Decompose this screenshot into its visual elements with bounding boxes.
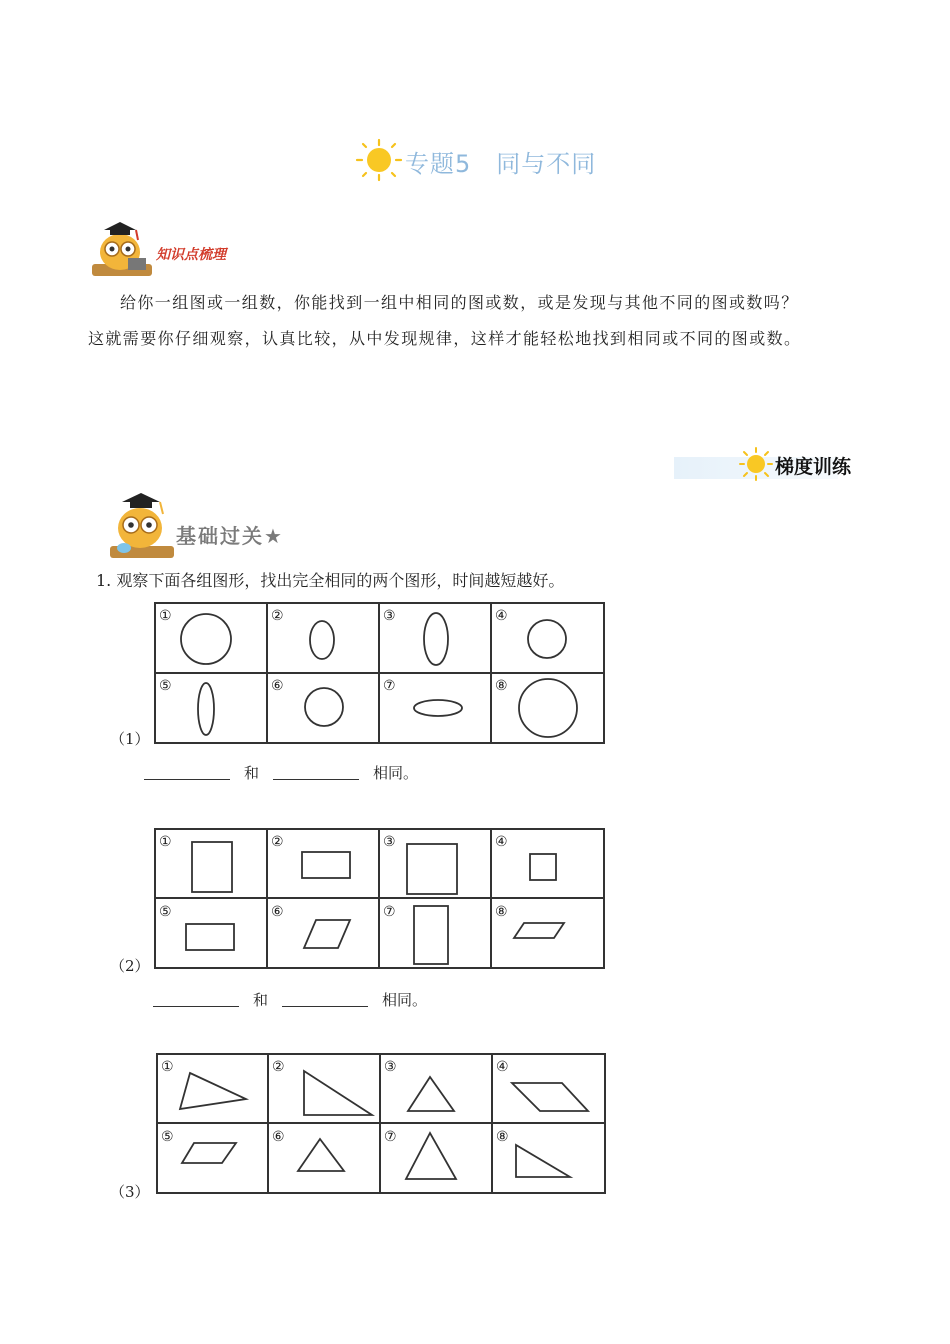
answer-line-2: 和 相同。	[153, 989, 427, 1010]
cell-number: ⑤	[161, 1129, 174, 1145]
owl-mascot-icon	[90, 218, 156, 280]
rectangle-shape	[186, 924, 234, 950]
part-label: （2）	[110, 957, 150, 975]
cell-number: ①	[159, 608, 172, 624]
ellipse-shape	[310, 621, 334, 659]
circle-shape	[181, 614, 231, 664]
square-shape	[530, 854, 556, 880]
square-shape	[407, 844, 457, 894]
basic-heading-label: 基础过关★	[176, 524, 284, 548]
cell-number: ⑧	[496, 1129, 509, 1145]
circle-shape	[528, 620, 566, 658]
cell-number: ③	[384, 1059, 397, 1075]
ellipse-shape	[198, 683, 214, 735]
rectangle-shape	[302, 852, 350, 878]
rectangle-shape	[192, 842, 232, 892]
answer-blank[interactable]	[153, 990, 239, 1007]
cell-number: ③	[383, 608, 396, 624]
cell-number: ②	[271, 608, 284, 624]
answer-blank[interactable]	[273, 763, 359, 780]
cell-number: ⑧	[495, 678, 508, 694]
part-label: （3）	[110, 1183, 150, 1201]
sun-icon	[355, 138, 403, 182]
cell-number: ④	[496, 1059, 509, 1075]
parallelogram-shape	[512, 1083, 588, 1111]
circle-shape	[519, 679, 577, 737]
page-title	[355, 138, 615, 182]
part-label: （1）	[110, 730, 150, 748]
ellipse-shape	[414, 700, 462, 716]
cell-number: ⑥	[272, 1129, 285, 1145]
parallelogram-shape	[182, 1143, 236, 1163]
intro-line-2: 这就需要你仔细观察，认真比较，从中发现规律，这样才能轻松地找到相同或不同的图或数。	[88, 329, 802, 348]
shape-grid-2	[154, 828, 606, 971]
right-triangle-shape	[516, 1145, 570, 1177]
cell-number: ②	[271, 834, 284, 850]
ellipse-shape	[424, 613, 448, 665]
cell-number: ⑦	[384, 1129, 397, 1145]
cell-number: ⑥	[271, 678, 284, 694]
triangle-shape	[408, 1077, 454, 1111]
triangle-shape	[406, 1133, 456, 1179]
cell-number: ⑥	[271, 904, 284, 920]
cell-number: ⑧	[495, 904, 508, 920]
cell-number: ①	[159, 834, 172, 850]
sun-icon	[738, 446, 774, 482]
knowledge-heading	[90, 218, 290, 280]
cell-number: ③	[383, 834, 396, 850]
triangle-shape	[180, 1073, 246, 1109]
right-triangle-shape	[304, 1071, 372, 1115]
shape-grid-3	[156, 1053, 608, 1196]
knowledge-heading-label: 知识点梳理	[156, 247, 226, 263]
cell-number: ⑦	[383, 678, 396, 694]
cell-number: ⑤	[159, 678, 172, 694]
title-text: 专题5 同与不同	[405, 150, 597, 178]
cell-number: ①	[161, 1059, 174, 1075]
cell-number: ④	[495, 834, 508, 850]
parallelogram-shape	[304, 920, 350, 948]
answer-blank[interactable]	[144, 763, 230, 780]
section-label: 梯度训练	[775, 456, 852, 478]
shape-grid-1	[154, 602, 606, 747]
rectangle-shape	[414, 906, 448, 964]
cell-number: ⑦	[383, 904, 396, 920]
cell-number: ②	[272, 1059, 285, 1075]
owl-mascot-icon	[108, 490, 178, 562]
intro-line-1: 给你一组图或一组数，你能找到一组中相同的图或数，或是发现与其他不同的图或数吗？	[120, 293, 799, 312]
basic-heading	[108, 490, 338, 562]
cell-number: ④	[495, 608, 508, 624]
answer-blank[interactable]	[282, 990, 368, 1007]
triangle-shape	[298, 1139, 344, 1171]
circle-shape	[305, 688, 343, 726]
question-1-text: 1. 观察下面各组图形，找出完全相同的两个图形，时间越短越好。	[96, 571, 565, 590]
answer-line-1: 和 相同。	[144, 762, 418, 783]
parallelogram-shape	[514, 923, 564, 938]
cell-number: ⑤	[159, 904, 172, 920]
